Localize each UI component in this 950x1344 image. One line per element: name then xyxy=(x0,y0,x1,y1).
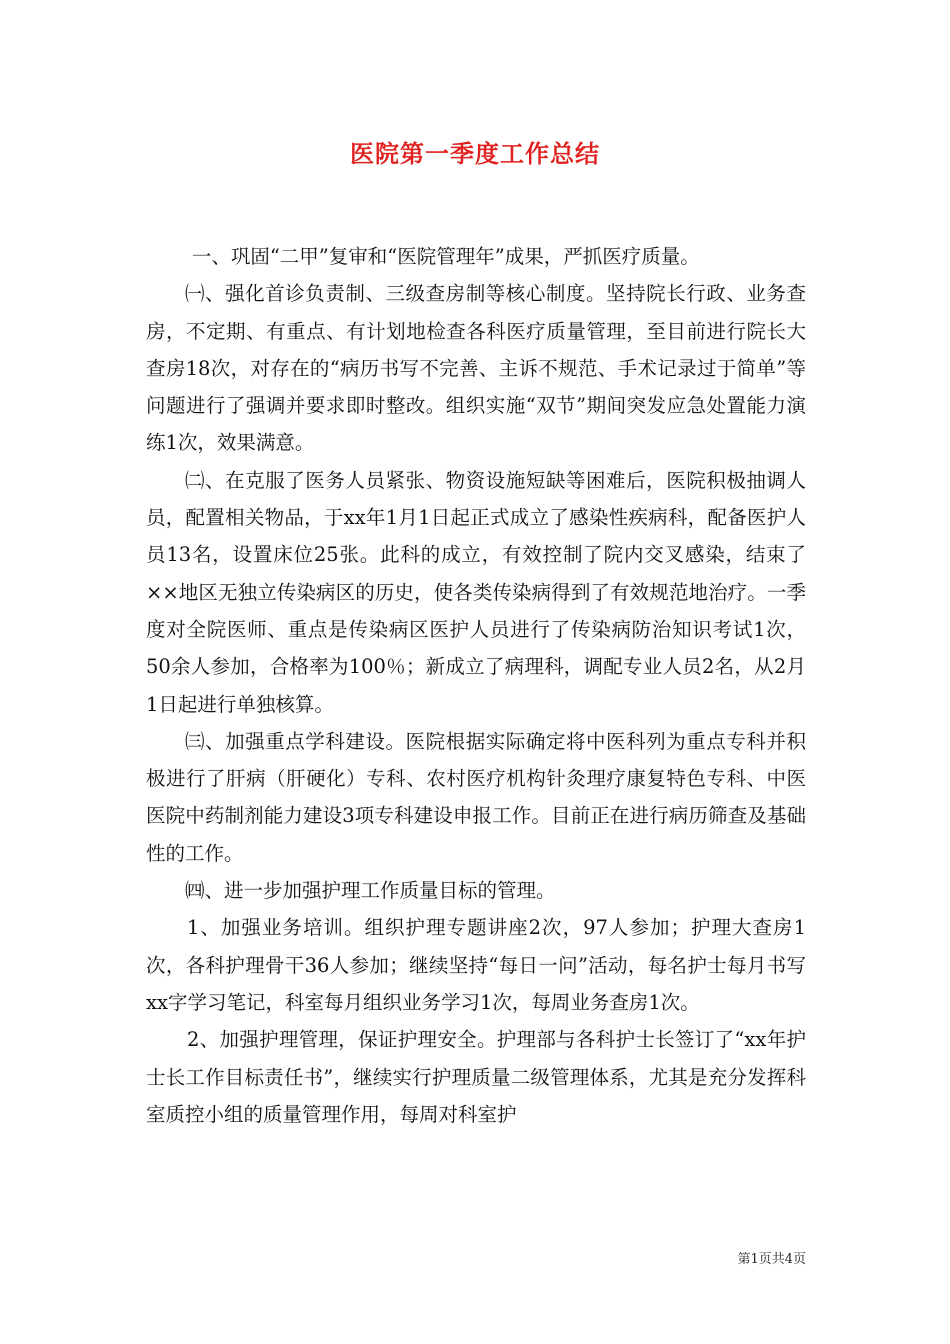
paragraph-item-4: ㈣、进一步加强护理工作质量目标的管理。 xyxy=(185,879,556,903)
paragraph-item-1: ㈠、强化首诊负责制、三级查房制等核心制度。坚持院长行政、业务查房，不定期、有重点、有计划地检查各科医疗质量管理，至目前进行院长大查房18次，对存在的“病历书写不完善、主诉不规范、手术记录过于简单”等问题进行了强调并要求即时整改。组织实施“双节”期间突发应急处置能力演练1次，效果满意。 xyxy=(146,282,806,455)
paragraph-item-2: ㈡、在克服了医务人员紧张、物资设施短缺等困难后，医院积极抽调人员，配置相关物品，于xx年1月1日起正式成立了感染性疾病科，配备医护人员13名，设置床位25张。此科的成立，有效控制了院内交叉感染，结束了××地区无独立传染病区的历史，使各类传染病得到了有效规范地治疗。一季度对全院医师、重点是传染病区医护人员进行了传染病防治知识考试1次，50余人参加，合格率为100％；新成立了病理科，调配专业人员2名，从2月1日起进行单独核算。 xyxy=(146,468,806,716)
page-number-footer: 第1页共4页 xyxy=(737,1252,806,1267)
document-body xyxy=(146,238,806,1133)
paragraph-item-3: ㈢、加强重点学科建设。医院根据实际确定将中医科列为重点专科并积极进行了肝病（肝硬化）专科、农村医疗机构针灸理疗康复特色专科、中医医院中药制剂能力建设3项专科建设申报工作。目前正在进行病历筛查及基础性的工作。 xyxy=(146,729,806,865)
paragraph-sub-2: 2、加强护理管理，保证护理安全。护理部与各科护士长签订了“xx年护士长工作目标责任书”，继续实行护理质量二级管理体系，尤其是充分发挥科室质控小组的质量管理作用，每周对科室护 xyxy=(146,1028,806,1126)
document-title: 医院第一季度工作总结 xyxy=(350,139,600,168)
section-heading: 一、巩固“二甲”复审和“医院管理年”成果，严抓医疗质量。 xyxy=(191,245,700,268)
paragraph-sub-1: 1、加强业务培训。组织护理专题讲座2次，97人参加；护理大查房1次，各科护理骨干36人参加；继续坚持“每日一问”活动，每名护士每月书写xx字学习笔记，科室每月组织业务学习1次，每周业务查房1次。 xyxy=(146,916,806,1014)
